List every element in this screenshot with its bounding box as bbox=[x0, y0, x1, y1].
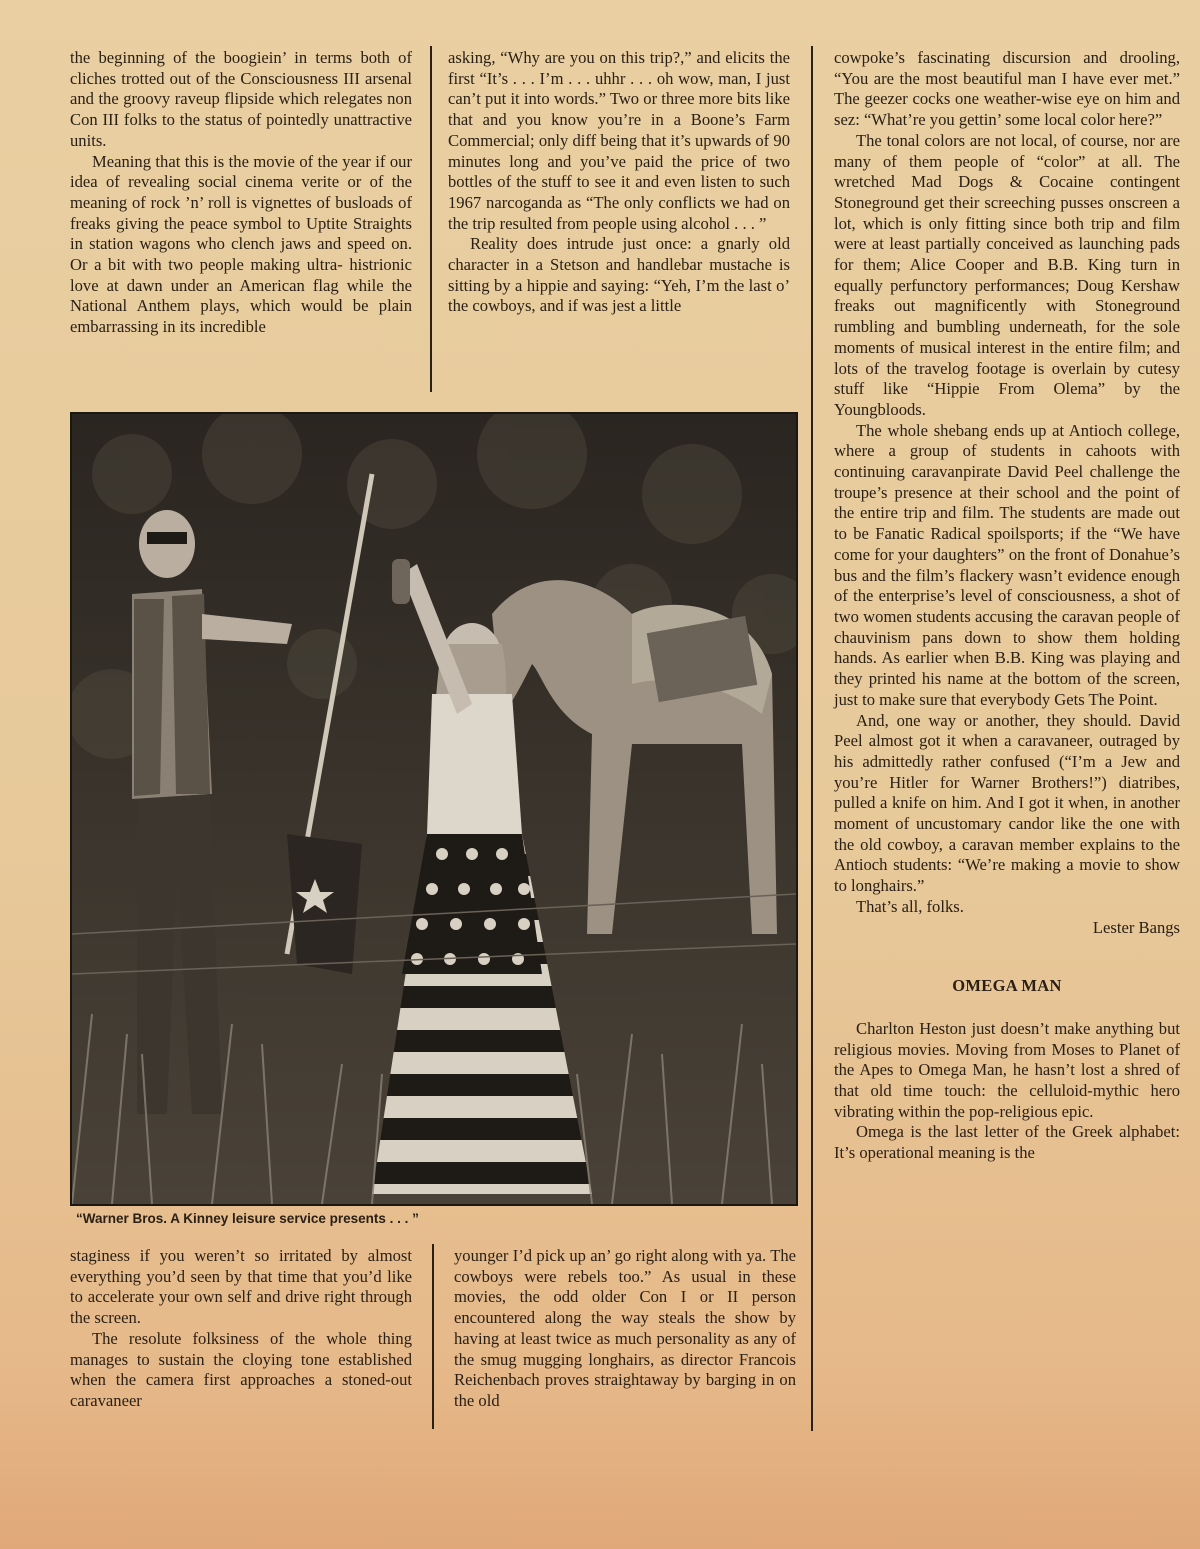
paragraph: Charlton Heston just doesn’t make anything but religious movies. Moving from Moses to Planet of the Apes to Omega Man, he hasn’t lost a shred of that old time touch: the celluloid-mythic hero vibrating within the pop-religious epic. bbox=[834, 1018, 1180, 1121]
column-3 bbox=[834, 48, 1180, 1164]
column-2-bottom bbox=[454, 1246, 796, 1412]
column-1-top bbox=[70, 48, 412, 338]
column-divider bbox=[432, 1244, 434, 1429]
column-divider bbox=[811, 46, 813, 1431]
byline: Lester Bangs bbox=[1092, 917, 1180, 937]
paragraph: staginess if you weren’t so irritated by almost everything you’d seen by that time that you’d like to accelerate your own self and drive right through the screen. bbox=[70, 1246, 412, 1328]
paragraph: younger I’d pick up an’ go right along with ya. The cowboys were rebels too.” As usual in these movies, the odd older Con I or II person encountered along the way steals the show by having at least twice as much personality as any of the smug mugging longhairs, as director Francois Reichenbach proves straightaway by barging in on the old bbox=[454, 1246, 796, 1410]
paragraph: Meaning that this is the movie of the year if our idea of revealing social cinema verite or of the meaning of rock ’n’ roll is vignettes of busloads of freaks giving the peace symbol to Uptite Straights in station wagons who clench jaws and speed on. Or a bit with two people making ultra- histrionic love at dawn under an American flag while the National Anthem plays, which would be plain embarrassing in its incredible bbox=[70, 151, 412, 337]
review-heading: OMEGA MAN bbox=[952, 976, 1062, 996]
paragraph: the beginning of the boogiein’ in terms both of cliches trotted out of the Consciousness III arsenal and the groovy raveup flipside which relegates non Con III folks to the status of pointedly unattractive units. bbox=[70, 48, 412, 150]
paragraph: The whole shebang ends up at Antioch college, where a group of students in cahoots with continuing caravanpirate David Peel challenge the troupe’s presence at their school and the point of the entire trip and film. The students are made out to be Fanatic Radical spoilsports; if the “We have come for your daughters” on the front of Donahue’s bus and the film’s flackery wasn’t evidence enough of the enterprise’s level of consciousness, a shot of two women students accusing the caravan people of chauvinism pans down to show them holding hands. As earlier when B.B. King was playing and they printed his name at the bottom of the screen, just to make sure that everybody Gets The Point. bbox=[834, 420, 1180, 709]
paragraph: Reality does intrude just once: a gnarly old character in a Stetson and handlebar mustache is sitting by a hippie and saying: “Yeh, I’m the last o’ the cowboys, and if was jest a little bbox=[448, 234, 790, 316]
paragraph: The resolute folksiness of the whole thing manages to sustain the cloying tone established when the camera first approaches a stoned-out caravaneer bbox=[70, 1328, 412, 1410]
paragraph: The tonal colors are not local, of course, nor are many of them people of “color” at all. The wretched Mad Dogs & Cocaine contingent Stoneground get their screeching pusses onscreen a lot, which is only fitting since both trip and film were at least partially conceived as launching pads for them; Alice Cooper and B.B. King turn in equally perfunctory performances; Doug Kershaw freaks out magnificently with Stoneground rumbling and bumbling underneath, for the sole moments of musical interest in the entire film; and lots of the travelog footage is overlain by cutesy stuff like “Hippie From Olema” by the Youngbloods. bbox=[834, 130, 1180, 419]
column-2-top bbox=[448, 48, 790, 317]
paragraph: That’s all, folks. bbox=[856, 896, 964, 916]
paragraph: asking, “Why are you on this trip?,” and elicits the first “It’s . . . I’m . . . uhhr . . . oh wow, man, I just can’t put it into words.” Two or three more bits like that and you know you’re in a Boone’s Farm Commercial; only diff being that it’s upwards of 90 minutes long and you’ve paid the price of two bottles of the stuff to see it and even listen to such 1967 narcoganda as “The only conflicts we had on the trip resulted from people using alcohol . . . ” bbox=[448, 48, 790, 233]
paragraph: Omega is the last letter of the Greek alphabet: It’s operational meaning is the bbox=[834, 1122, 1180, 1163]
photo-caption: “Warner Bros. A Kinney leisure service presents . . . ” bbox=[76, 1211, 419, 1226]
column-1-bottom bbox=[70, 1246, 412, 1412]
paragraph: And, one way or another, they should. David Peel almost got it when a caravaneer, outraged by his admittedly rather confused (“I’m a Jew and you’re Hitler for Warner Brothers!”) diatribes, pulled a knife on him. And I got it when, in another moment of uncustomary candor like the one with the old cowboy, a caravan member explains to the Antioch students: “We’re making a movie to show to longhairs.” bbox=[834, 710, 1180, 896]
photo-hippies-with-flag-and-horse bbox=[70, 412, 798, 1206]
column-divider bbox=[430, 46, 432, 392]
paragraph: cowpoke’s fascinating discursion and drooling, “You are the most beautiful man I have ever met.” The geezer cocks one weather-wise eye on him and sez: “What’re you gettin’ some local color here?” bbox=[834, 48, 1180, 130]
